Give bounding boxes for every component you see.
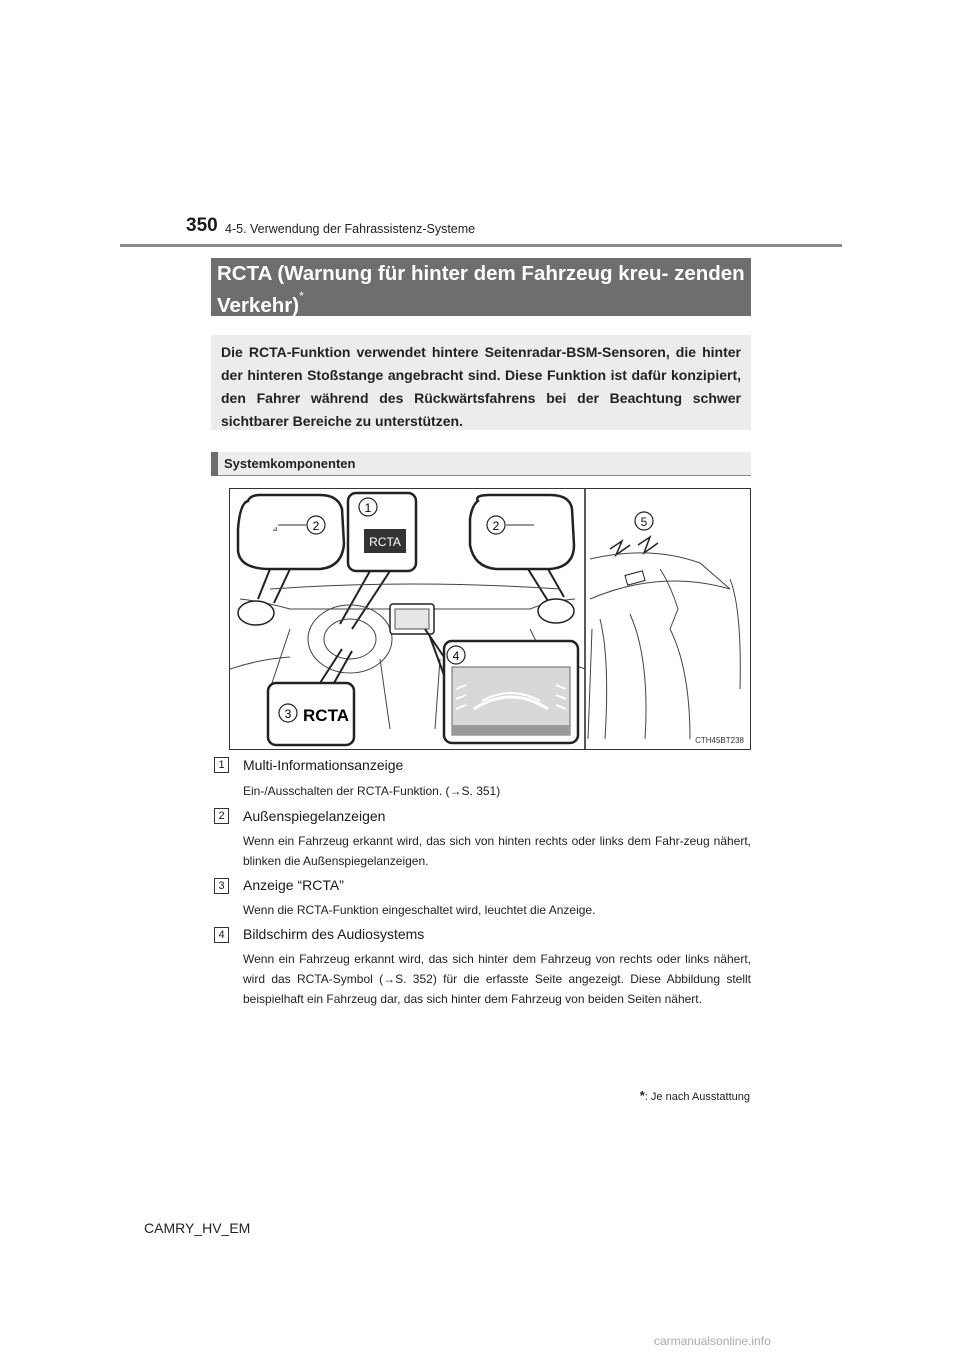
svg-text:⊿: ⊿	[272, 526, 278, 533]
subheading-bar	[211, 452, 218, 476]
svg-text:3: 3	[284, 707, 292, 721]
header-rule	[120, 244, 842, 247]
svg-text:2: 2	[492, 519, 500, 533]
footnote: *: Je nach Ausstattung	[639, 1088, 750, 1103]
svg-text:2: 2	[312, 519, 320, 533]
watermark: carmanualsonline.info	[654, 1334, 771, 1348]
item-desc-2: Wenn ein Fahrzeug erkannt wird, das sich von hinten rechts oder links dem Fahr-zeug nähert, blinken die Außenspiegelanzeigen.	[243, 834, 751, 868]
item-title-2: Außenspiegelanzeigen	[243, 808, 386, 824]
system-illustration	[229, 488, 751, 750]
item-desc-3: Wenn die RCTA-Funktion eingeschaltet wird, leuchtet die Anzeige.	[243, 903, 596, 917]
left-mirror-callout	[238, 495, 344, 603]
page-title: RCTA (Warnung für hinter dem Fahrzeug kreu- zenden Verkehr)*	[217, 262, 745, 317]
figure-code: CTH45BT238	[695, 736, 744, 745]
intro-text: Die RCTA-Funktion verwendet hintere Seitenradar-BSM-Sensoren, die hinter der hinteren Stoßstange angebracht sind. Diese Funktion ist dafür konzipiert, den Fahrer während des Rückwärtsfahrens bei der Beachtung schwer sichtbarer Bereiche zu unterstützen.	[221, 344, 741, 429]
item-desc-4: Wenn ein Fahrzeug erkannt wird, das sich hinter dem Fahrzeug von rechts oder links nähert, wird das RCTA-Symbol (→S. 352) für die erfasste Seite angezeigt. Diese Abbildung stellt beispielhaft ein Fahrzeug dar, das sich hinter dem Fahrzeug von beiden Seiten nähert.	[243, 952, 751, 1006]
item-number-1: 1	[214, 757, 229, 773]
item-title-4: Bildschirm des Audiosystems	[243, 926, 425, 942]
subheading: Systemkomponenten	[224, 456, 356, 471]
footnote-mark: *	[299, 289, 304, 303]
item-title-1: Multi-Informationsanzeige	[243, 757, 404, 773]
model-code: CAMRY_HV_EM	[144, 1220, 251, 1236]
item-number-3: 3	[214, 878, 229, 894]
item-number-2: 2	[214, 808, 229, 824]
item-title-3: Anzeige “RCTA”	[243, 877, 344, 893]
item-number-4: 4	[214, 927, 229, 943]
svg-text:5: 5	[640, 515, 648, 529]
svg-text:4: 4	[452, 649, 460, 663]
section-title: 4-5. Verwendung der Fahrassistenz-Systeme	[225, 222, 476, 236]
audio-screen-callout	[425, 629, 578, 743]
svg-text:RCTA: RCTA	[303, 706, 349, 725]
item-desc-1: Ein-/Ausschalten der RCTA-Funktion. (→S. 351)	[243, 784, 501, 798]
svg-text:1: 1	[364, 501, 372, 515]
rcta-indicator-callout	[268, 649, 354, 745]
illustration-svg	[230, 489, 750, 749]
page-number: 350	[186, 215, 218, 236]
svg-text:RCTA: RCTA	[369, 535, 401, 549]
rear-sensor-view	[588, 512, 740, 739]
footnote-mark: *	[639, 1088, 645, 1103]
